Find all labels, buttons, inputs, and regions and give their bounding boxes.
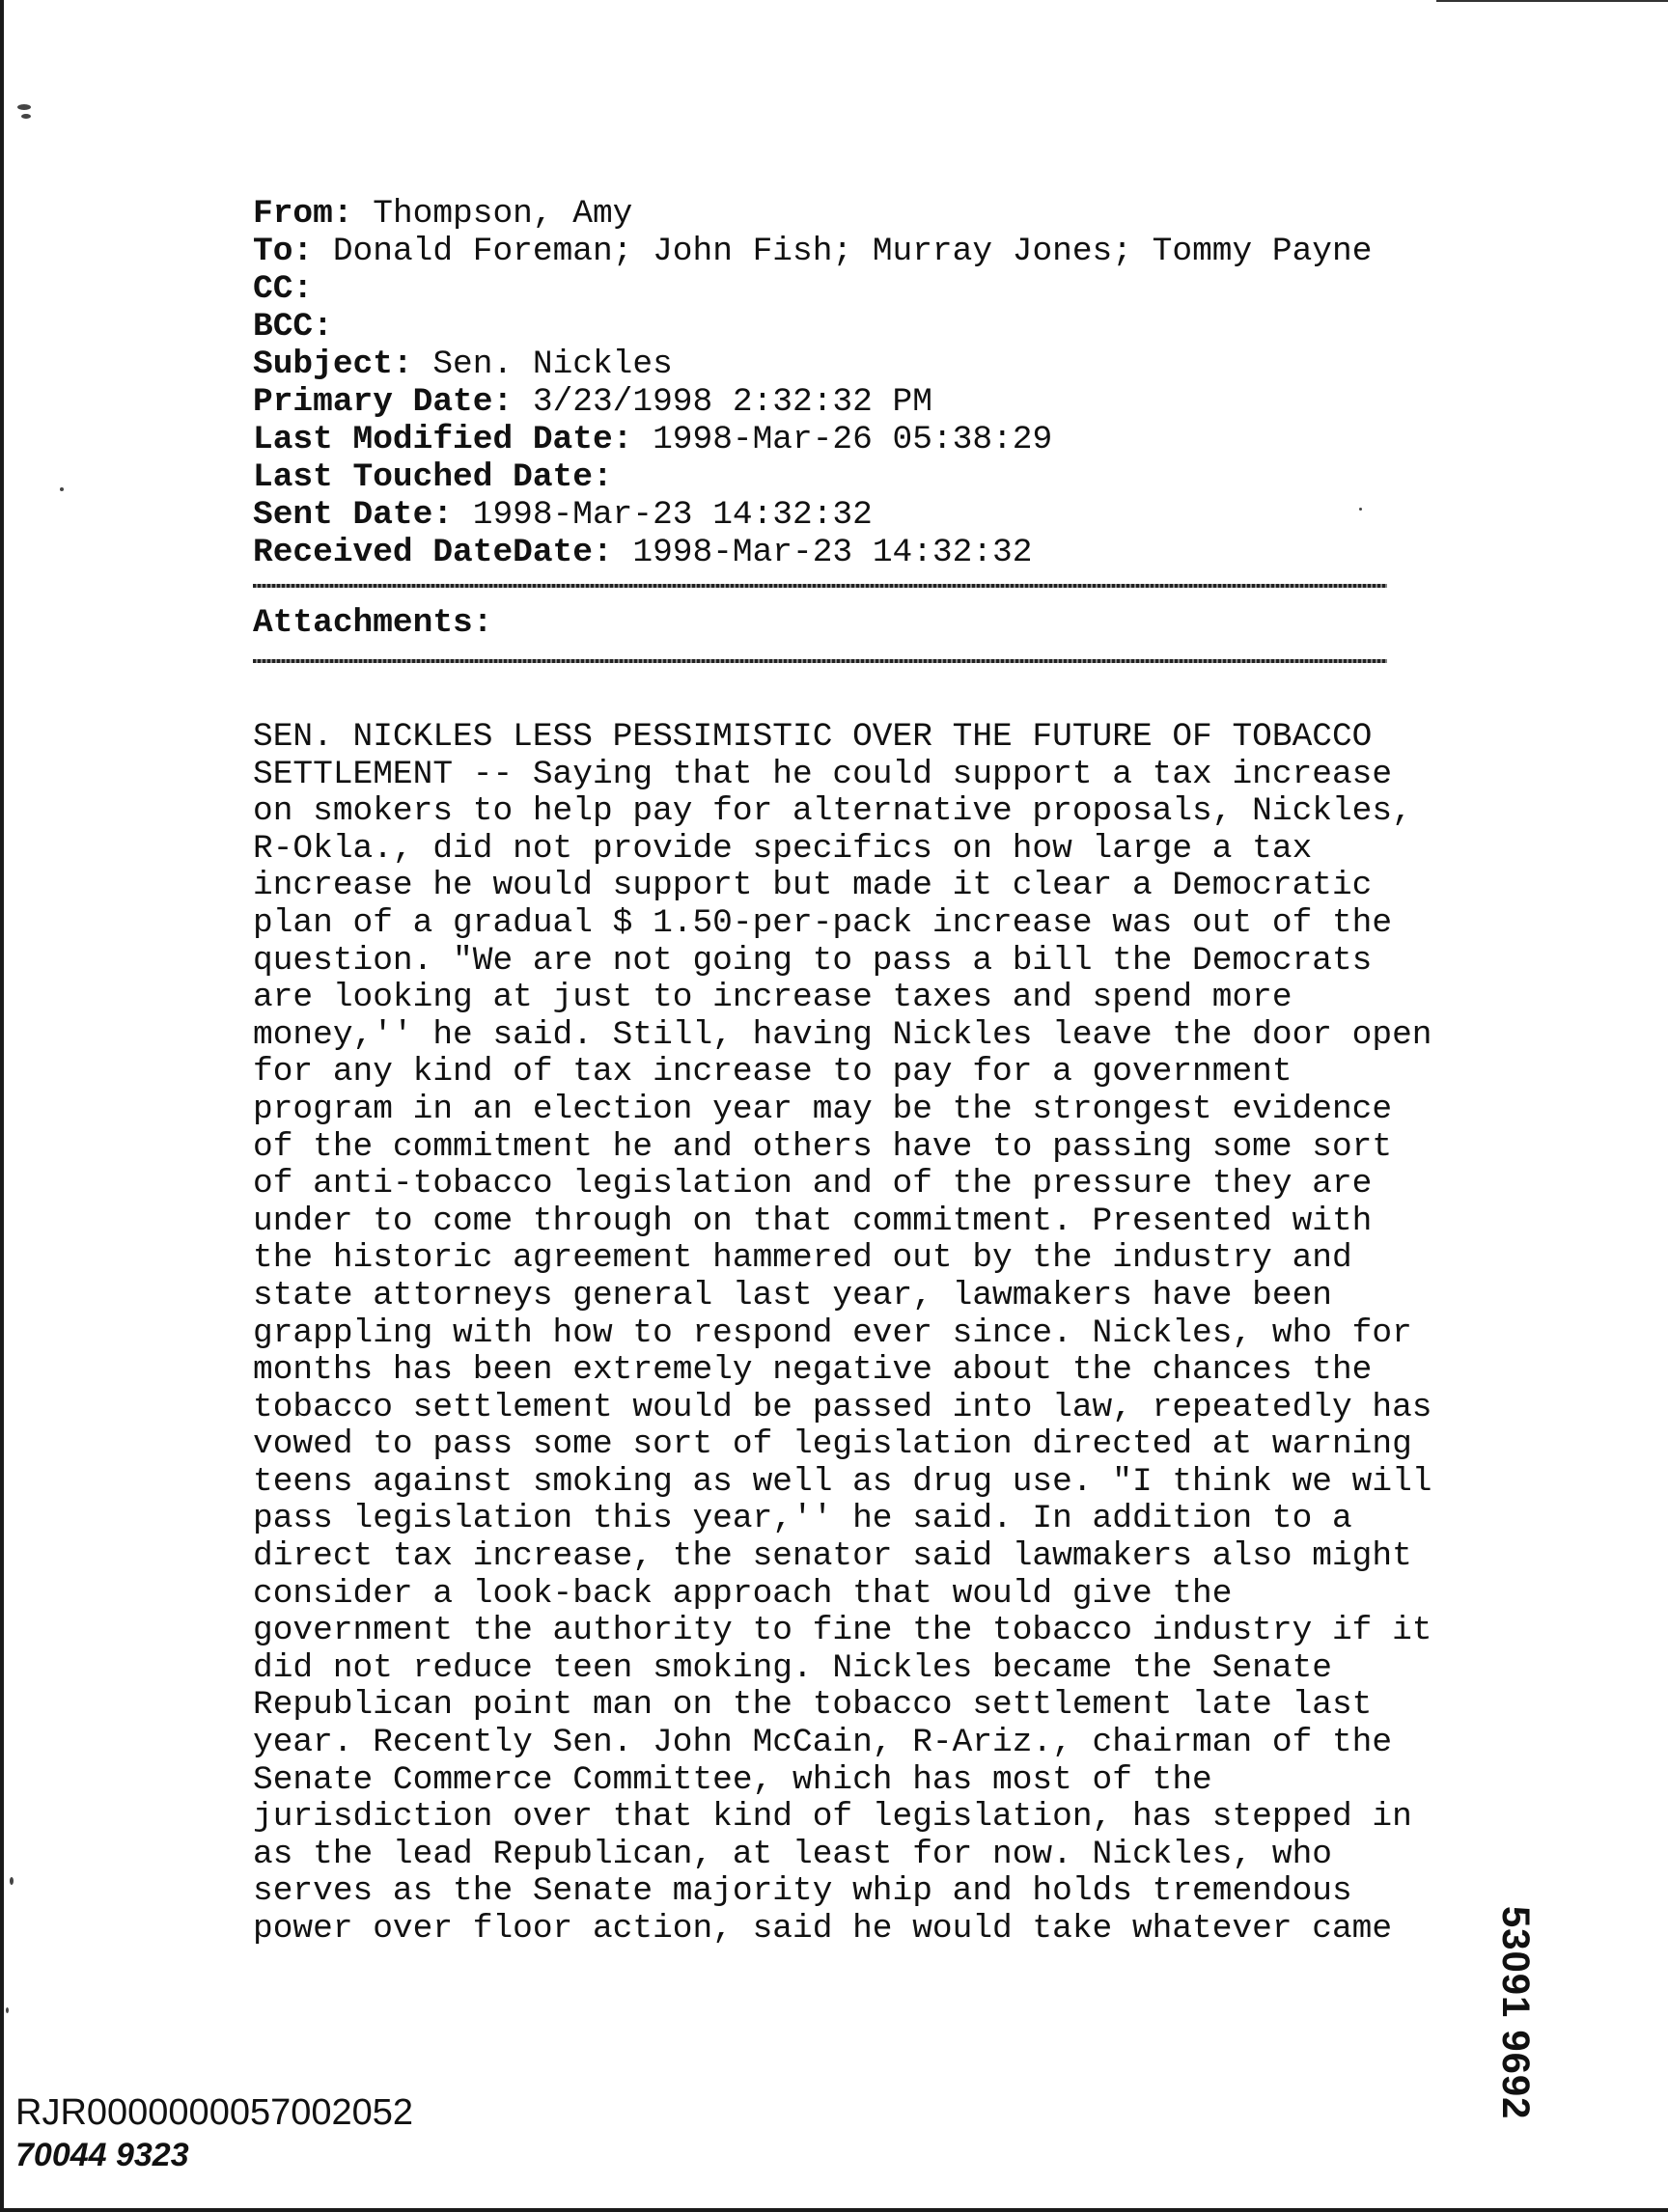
to-label: To: — [253, 233, 314, 270]
last-touched-label: Last Touched Date: — [253, 458, 613, 496]
scan-speck — [60, 487, 64, 491]
body-line: power over floor action, said he would take whatever came — [253, 1910, 1393, 1948]
bates-number-vertical: 53091 9692 — [1494, 1906, 1537, 2120]
primary-date-label: Primary Date: — [253, 383, 514, 421]
body-line: are looking at just to increase taxes and spend more — [253, 979, 1293, 1017]
from-row — [253, 195, 1372, 233]
body-line: Republican point man on the tobacco settlement late last — [253, 1686, 1373, 1725]
body-line: teens against smoking as well as drug use. "I think we will — [253, 1462, 1432, 1501]
attachments-label: Attachments: — [253, 604, 493, 642]
subject-label: Subject: — [253, 346, 413, 383]
from-value: Thompson, Amy — [352, 195, 633, 233]
scan-edge-top — [1436, 0, 1668, 2]
email-header — [253, 195, 1372, 571]
last-modified-value: 1998-Mar-26 05:38:29 — [632, 421, 1053, 458]
body-line: for any kind of tax increase to pay for a government — [253, 1053, 1293, 1092]
body-line: jurisdiction over that kind of legislation, has stepped in — [253, 1798, 1412, 1837]
body-line: vowed to pass some sort of legislation directed at warning — [253, 1425, 1412, 1464]
body-line: government the authority to fine the tobacco industry if it — [253, 1612, 1432, 1650]
body-line: Senate Commerce Committee, which has most of the — [253, 1760, 1212, 1799]
received-date-row — [253, 534, 1372, 571]
primary-date-value: 3/23/1998 2:32:32 PM — [513, 383, 932, 421]
sent-date-label: Sent Date: — [253, 496, 454, 534]
body-line: months has been extremely negative about the chances the — [253, 1351, 1373, 1390]
body-line: plan of a gradual $ 1.50-per-pack increase was out of the — [253, 903, 1393, 942]
bates-stamp — [15, 2091, 413, 2176]
body-line: grappling with how to respond ever since. Nickles, who for — [253, 1313, 1412, 1352]
received-date-value: 1998-Mar-23 14:32:32 — [612, 534, 1033, 571]
body-line: tobacco settlement would be passed into law, repeatedly has — [253, 1388, 1432, 1426]
body-line: R-Okla., did not provide specifics on how large a tax — [253, 829, 1313, 868]
body-line: year. Recently Sen. John McCain, R-Ariz., chairman of the — [253, 1724, 1393, 1762]
body-line: money,'' he said. Still, having Nickles leave the door open — [253, 1015, 1432, 1054]
body-line: did not reduce teen smoking. Nickles became the Senate — [253, 1648, 1332, 1687]
last-modified-label: Last Modified Date: — [253, 421, 633, 458]
bcc-row — [253, 308, 1372, 346]
bates-number-primary: RJR0000000057002052 — [15, 2092, 414, 2133]
scan-speck — [21, 114, 31, 119]
body-line: consider a look-back approach that would give the — [253, 1574, 1233, 1613]
scan-edge-bottom — [0, 2208, 1668, 2212]
body-line: the historic agreement hammered out by the industry and — [253, 1239, 1352, 1278]
bcc-label: BCC: — [253, 308, 333, 346]
sent-date-value: 1998-Mar-23 14:32:32 — [453, 496, 873, 534]
subject-value: Sen. Nickles — [412, 346, 673, 383]
to-value: Donald Foreman; John Fish; Murray Jones; Tommy Payne — [313, 233, 1373, 270]
attachments-divider — [253, 659, 1387, 663]
scan-speck — [17, 104, 31, 110]
body-line: under to come through on that commitment. Presented with — [253, 1202, 1373, 1240]
primary-date-row — [253, 383, 1372, 421]
last-modified-row — [253, 421, 1372, 458]
cc-label: CC: — [253, 270, 314, 308]
scan-speck — [6, 2007, 9, 2013]
scan-speck — [10, 1877, 14, 1885]
body-line: of the commitment he and others have to passing some sort — [253, 1127, 1393, 1166]
body-line: program in an election year may be the strongest evidence — [253, 1090, 1393, 1128]
body-line: on smokers to help pay for alternative proposals, Nickles, — [253, 792, 1412, 831]
scan-edge-left — [0, 0, 4, 2212]
body-line: question. "We are not going to pass a bill the Democrats — [253, 941, 1373, 980]
body-line: SETTLEMENT -- Saying that he could support a tax increase — [253, 755, 1393, 793]
subject-row — [253, 346, 1372, 383]
received-date-label: Received DateDate: — [253, 534, 613, 571]
body-line: serves as the Senate majority whip and holds tremendous — [253, 1872, 1352, 1911]
body-line: increase he would support but made it clear a Democratic — [253, 867, 1373, 905]
last-touched-row — [253, 458, 1372, 496]
body-line: direct tax increase, the senator said lawmakers also might — [253, 1537, 1412, 1576]
body-line: as the lead Republican, at least for now. Nickles, who — [253, 1835, 1332, 1873]
body-line: pass legislation this year,'' he said. In addition to a — [253, 1500, 1352, 1538]
sent-date-row — [253, 496, 1372, 534]
bates-number-secondary: 70044 9323 — [15, 2137, 189, 2173]
email-body — [253, 719, 1432, 1949]
to-row — [253, 233, 1372, 270]
body-line: SEN. NICKLES LESS PESSIMISTIC OVER THE FUTURE OF TOBACCO — [253, 718, 1373, 756]
body-line: state attorneys general last year, lawmakers have been — [253, 1276, 1332, 1314]
cc-row — [253, 270, 1372, 308]
body-line: of anti-tobacco legislation and of the pressure they are — [253, 1165, 1373, 1203]
from-label: From: — [253, 195, 353, 233]
header-divider — [253, 584, 1387, 588]
